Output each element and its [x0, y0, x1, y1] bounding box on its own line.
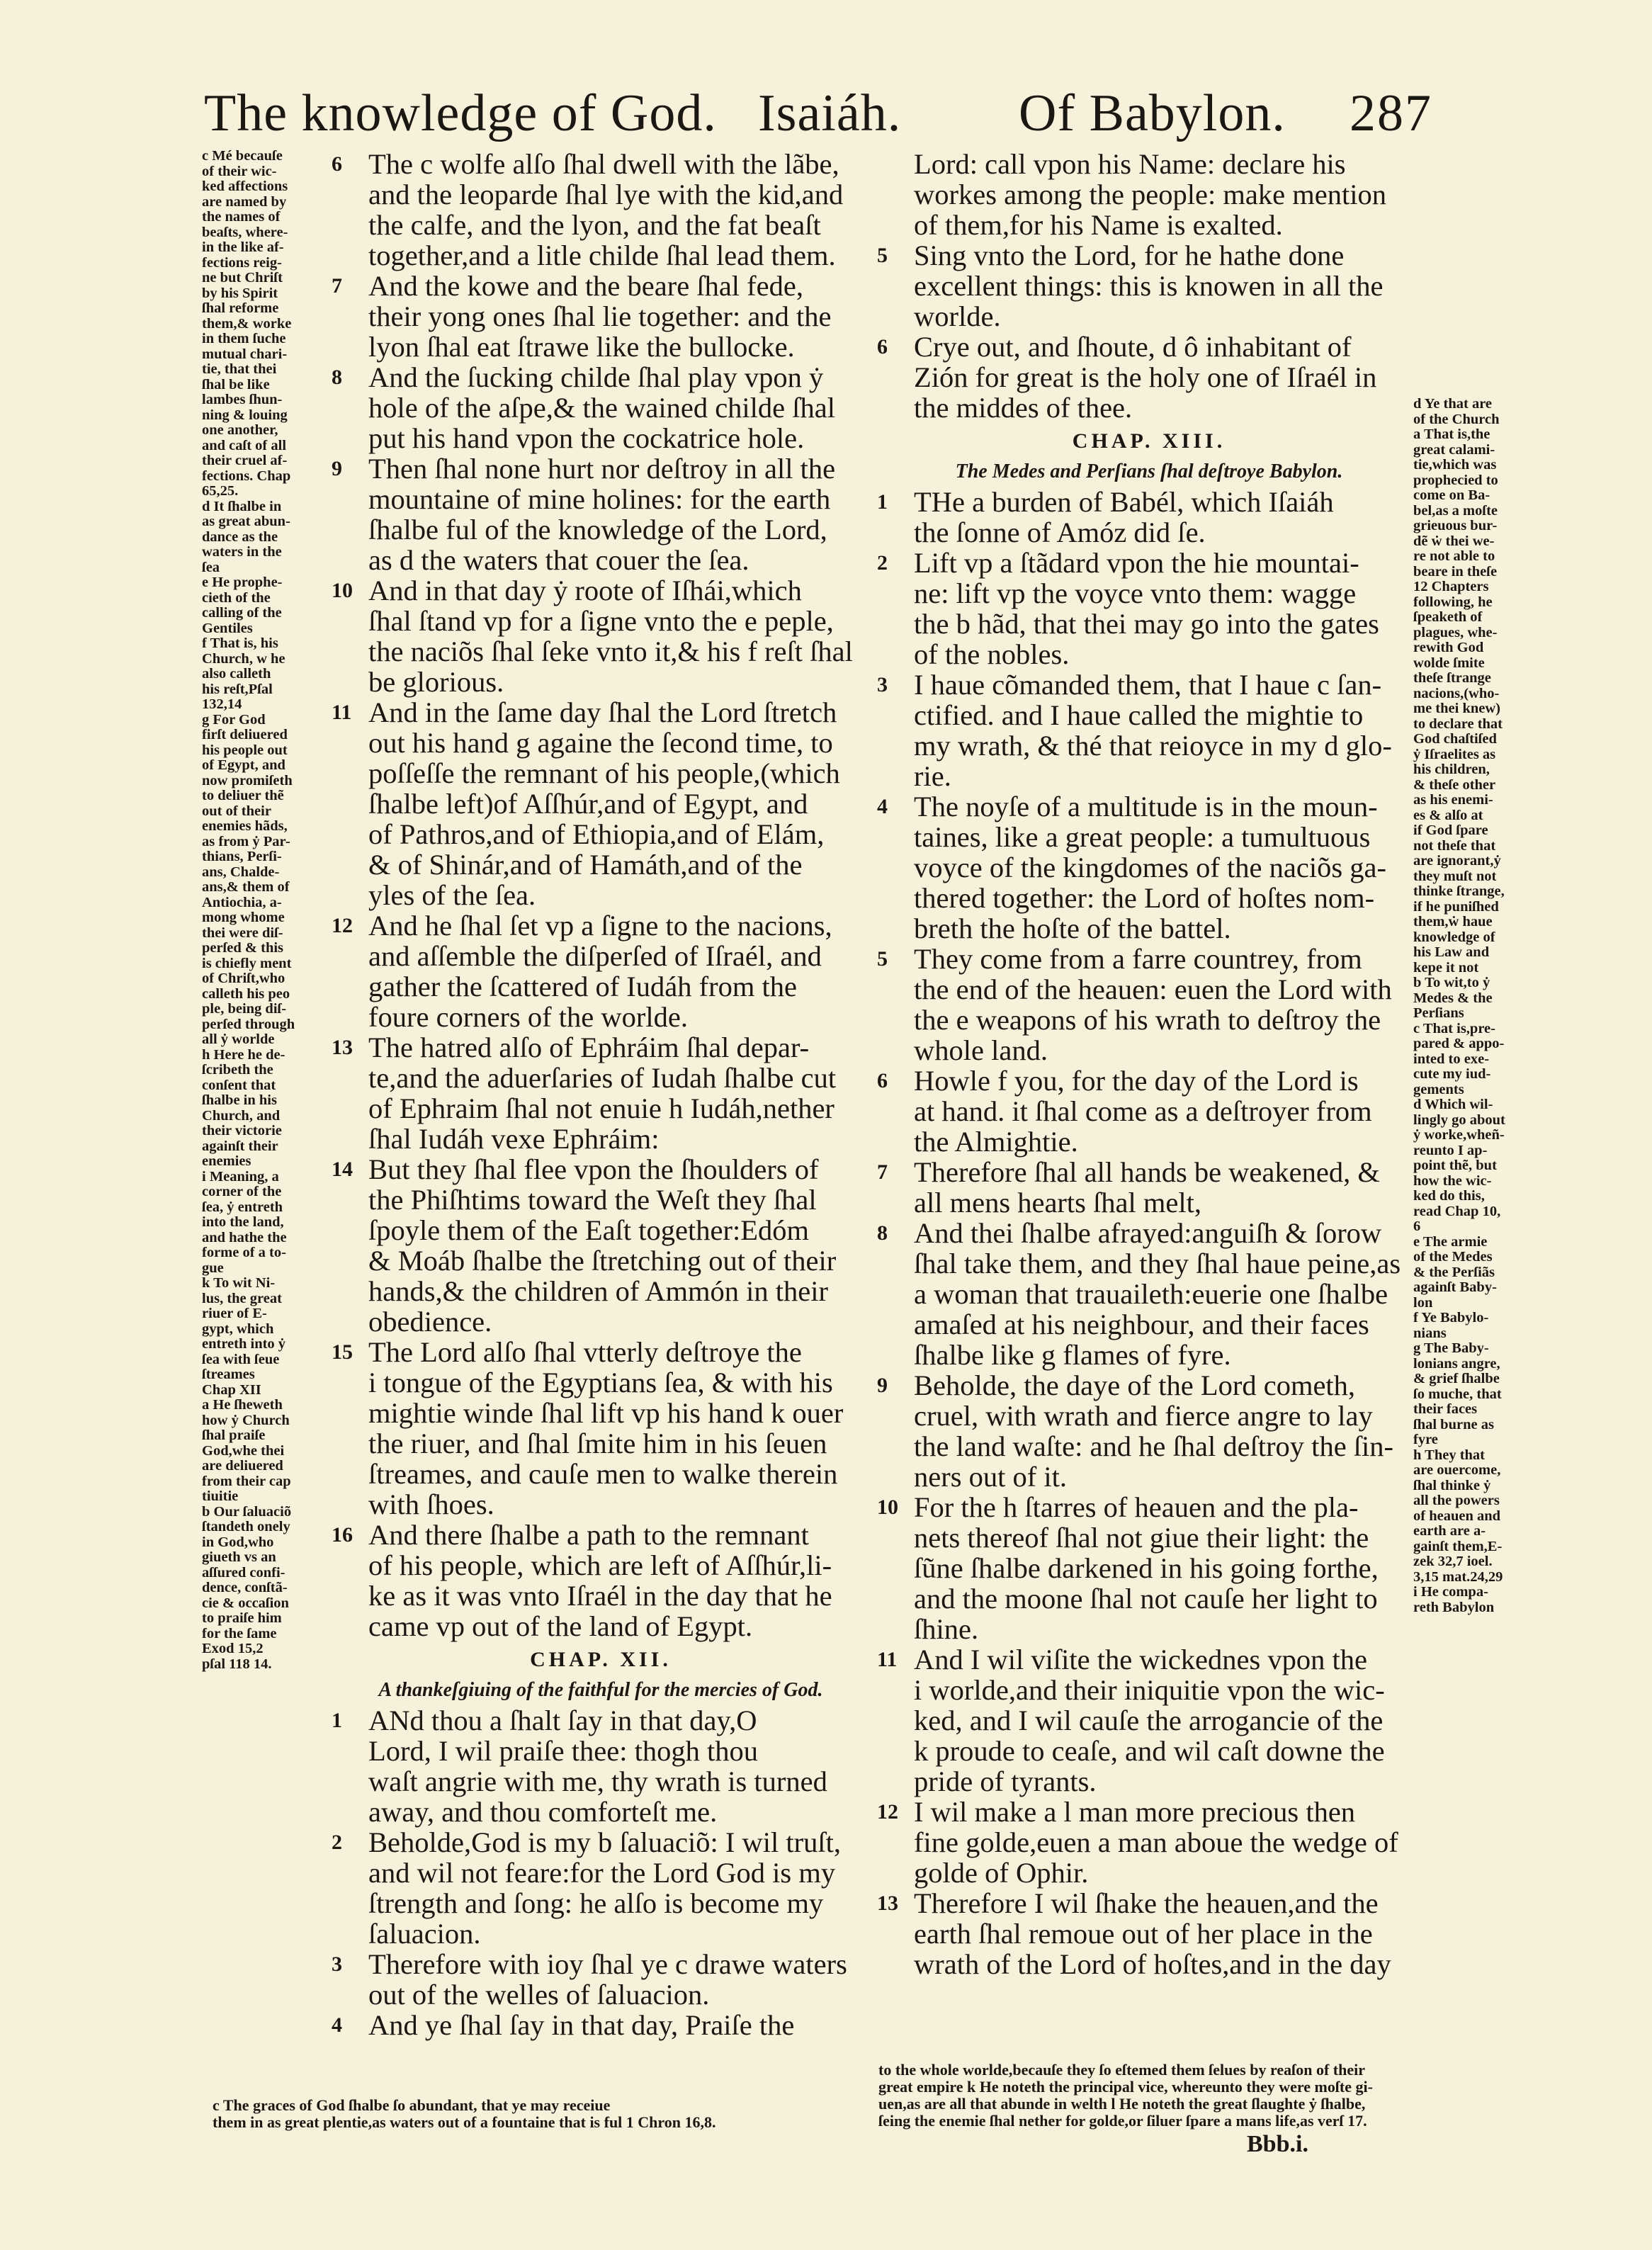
margin-note: h They that are ouercome, ſhal thinke ẏ all the powers of heauen and earth are a- gainſt them,E- zek 32,7 ioel. 3,15 mat.24,29	[1413, 1447, 1503, 1585]
verse	[332, 1154, 870, 1337]
verse-text: Lord: call vpon his Name: declare his workes among the people: make mention of them,for his Name is exalted.	[914, 148, 1386, 241]
left-text-column	[332, 149, 870, 2040]
verse-number: 11	[877, 1648, 898, 1671]
verse-text: Sing vnto the Lord, for he hathe done excellent things: this is knowen in all the worlde.	[914, 239, 1384, 332]
margin-note: k To wit Ni- lus, the great riuer of E- gypt, which entreth into ẏ ſea with ſeue ſtreames	[202, 1275, 286, 1382]
running-head-left: The knowledge of God.	[204, 84, 717, 142]
verse-text: Beholde,God is my b ſaluaciõ: I wil truſt, and wil not feare:for the Lord God is my ſtrength and ſong: he alſo is become my ſaluacion.	[368, 1826, 842, 1950]
verse-text: For the h ſtarres of heauen and the pla- nets thereof ſhal not giue their light: the ſũne ſhalbe darkened in his going forthe, and the moone ſhal not cauſe her light to ſhine.	[914, 1491, 1379, 1645]
verse	[332, 575, 870, 697]
verse	[332, 1337, 870, 1520]
verse-text: Therefore with ioy ſhal ye c drawe waters out of the welles of ſaluacion.	[368, 1948, 847, 2011]
verse	[332, 697, 870, 910]
running-head-right: Of Babylon.	[1019, 84, 1286, 142]
verse-text: And ye ſhal ſay in that day, Praiſe the	[368, 2009, 795, 2041]
verse	[332, 453, 870, 575]
verse	[877, 1888, 1421, 1979]
verse-text: Lift vp a ſtãdard vpon the hie mountai- ne: lift vp the voyce vnto them: wagge the b hãd, that thei may go into the gates of the nobles.	[914, 547, 1379, 670]
verse-text: The c wolfe alſo ſhal dwell with the lãbe, and the leoparde ſhal lye with the kid,and the calfe, and the lyon, and the fat beaſt together,and a litle childe ſhal lead them.	[368, 148, 844, 271]
verse	[332, 1705, 870, 1827]
verse-text: And in that day ẏ roote of Iſhái,which ſhal ſtand vp for a ſigne vnto the e peple, the naciõs ſhal ſeke vnto it,& his f reſt ſhal be glorious.	[368, 575, 853, 698]
margin-note: b Our ſaluaciõ ſtandeth onely in God,who giueth vs an aſſured confi- dence, conſtã- cie & occaſion to praiſe him for the ſame Exod 15,2 pſal 118 14.	[202, 1503, 292, 1672]
signature-mark: Bbb.i.	[1247, 2131, 1308, 2157]
verse	[877, 1218, 1421, 1370]
margin-note: i Meaning, a corner of the ſea, ẏ entreth into the land, and hathe the forme of a to- gue	[202, 1168, 287, 1276]
verse-number: 3	[877, 673, 888, 696]
verse-number: 3	[332, 1952, 342, 1976]
running-head-book: Isaiáh.	[758, 84, 902, 142]
verse-number: 6	[877, 335, 888, 358]
verse	[877, 1492, 1421, 1644]
isaiah-13-verses	[877, 487, 1421, 1979]
verse-number: 8	[332, 366, 342, 389]
margin-note: d Ye that are of the Church	[1413, 396, 1500, 427]
chapter-12-summary: A thankeſgiuing of the faithful for the mercies of God.	[378, 1679, 823, 1701]
margin-note: d Which wil- lingly go about ẏ worke,wheñ- reunto I ap- point thẽ, but how the wic- ked do this, read Chap 10, 6	[1413, 1097, 1505, 1234]
margin-note: a That is,the great calami- tie,which was prophecied to come on Ba- bel,as a moſte grieuous bur- dẽ ẇ thei we- re not able to beare in theſe 12 Chapters following, he ſpeaketh of plagues, whe- rewith God wolde ſmite theſe ſtrange nacions,(who- me thei knew) to declare that God chaſtiſed ẏ Iſraelites as his children, & theſe other as his enemi- es & alſo at if God ſpare not theſe that are ignorant,ẏ they muſt not thinke ſtrange, if he puniſhed them,ẇ haue knowledge of his Law and kepe it not	[1413, 426, 1505, 976]
verse-number: 7	[877, 1160, 888, 1184]
verse	[332, 2010, 870, 2040]
verse	[332, 1949, 870, 2010]
verse-text: Therefore I wil ſhake the heauen,and the earth ſhal remoue out of her place in the wrath of the Lord of hoſtes,and in the day	[914, 1887, 1391, 1980]
verse	[877, 1644, 1421, 1797]
verse-text: Beholde, the daye of the Lord cometh, cruel, with wrath and fierce angre to lay the land waſte: and he ſhal deſtroy the ſin- ners out of it.	[914, 1369, 1394, 1493]
verse-text: The hatred alſo of Ephráim ſhal depar- te,and the aduerſaries of Iudah ſhalbe cut of Ephraim ſhal not enuie h Iudáh,nether ſhal Iudáh vexe Ephráim:	[368, 1031, 837, 1155]
right-text-column	[877, 149, 1421, 1979]
verse	[877, 944, 1421, 1065]
footnote-right: to the whole worlde,becauſe they ſo eſtemed them ſelues by reaſon of their great empire k He noteth the principal vice, whereunto they were moſte gi- uen,as are all that abunde in welth l He noteth the great ſlaughte ẏ ſhalbe, ſeing the enemie ſhal nether for golde,or ſiluer ſpare a mans life,as verſ 17.	[878, 2061, 1373, 2130]
verse	[877, 332, 1421, 423]
margin-note: g For God firſt deliuered his people out of Egypt, and now promiſeth to deliuer thẽ out of their enemies hãds, as from ẏ Par- thians, Perſi- ans, Chalde- ans,& them of Antiochia, a- mong whome thei were diſ- perſed & this is chiefly ment of Chriſt,who calleth his peo ple, being diſ- perſed through all ẏ worlde	[202, 711, 295, 1047]
verse	[332, 149, 870, 271]
margin-note: Chap XII a He ſheweth how ẏ Church ſhal praiſe God,whe thei are deliuered from their cap tiuitie	[202, 1381, 291, 1504]
verse-text: Howle f you, for the day of the Lord is at hand. it ſhal come as a deſtroyer from the Almightie.	[914, 1065, 1372, 1158]
verse	[877, 487, 1421, 548]
margin-note: h Here he de- ſcribeth the conſent that ſhalbe in his Church, and their victorie againſt their enemies	[202, 1046, 285, 1169]
margin-note: d It ſhalbe in as great abun- dance as the waters in the ſea	[202, 498, 290, 575]
verse-number: 13	[877, 1892, 898, 1915]
verse	[877, 548, 1421, 669]
verse	[332, 910, 870, 1032]
verse-number: 16	[332, 1523, 353, 1547]
footnote-left: c The graces of God ſhalbe ſo abundant, that ye may receiue them in as great plentie,as waters out of a fountaine that is ful 1 Chron 16,8.	[213, 2096, 716, 2131]
verse-number: 9	[332, 457, 342, 480]
verse	[877, 1065, 1421, 1157]
isaiah-12-verses	[332, 1705, 870, 2040]
verse-number: 10	[332, 579, 353, 602]
verse-number: 2	[877, 551, 888, 575]
margin-note: f Ye Babylo- nians	[1413, 1310, 1489, 1341]
verse	[877, 669, 1421, 791]
verse-number: 14	[332, 1158, 353, 1181]
verse-number: 4	[332, 2013, 342, 2037]
margin-note: i He compa- reth Babylon	[1413, 1584, 1495, 1615]
isaiah-12-continued	[877, 149, 1421, 423]
verse-number: 1	[332, 1709, 342, 1732]
verse	[332, 1520, 870, 1641]
right-margin-notes	[1413, 397, 1551, 1615]
verse	[877, 240, 1421, 332]
verse-number: 10	[877, 1496, 898, 1519]
verse	[877, 149, 1421, 240]
verse-text: And he ſhal ſet vp a ſigne to the nacions, and aſſemble the diſperſed of Iſraél, and gather the ſcattered of Iudáh from the foure corners of the worlde.	[368, 910, 832, 1033]
verse-text: And the ſucking childe ſhal play vpon ẏ hole of the aſpe,& the wained childe ſhal put his hand vpon the cockatrice hole.	[368, 361, 836, 454]
verse-number: 11	[332, 701, 352, 724]
verse-number: 6	[332, 152, 342, 176]
margin-note: e The armie of the Medes & the Perſiãs againſt Baby- lon	[1413, 1233, 1497, 1311]
verse-number: 6	[877, 1069, 888, 1092]
verse-text: ANd thou a ſhalt ſay in that day,O Lord, I wil praiſe thee: thogh thou waſt angrie with me, thy wrath is turned away, and thou comforteſt me.	[368, 1705, 827, 1828]
verse	[877, 1797, 1421, 1888]
verse-number: 8	[877, 1221, 888, 1245]
chapter-13-summary: The Medes and Perſians ſhal deſtroye Babylon.	[955, 460, 1343, 482]
verse-number: 15	[332, 1340, 353, 1364]
page-number: 287	[1350, 84, 1432, 142]
verse-text: THe a burden of Babél, which Iſaiáh the ſonne of Amóz did ſe.	[914, 486, 1334, 548]
verse-number: 13	[332, 1036, 353, 1059]
verse-text: The noyſe of a multitude is in the moun- taines, like a great people: a tumultuous voyce of the kingdomes of the naciõs ga- thered together: the Lord of hoſtes nom- breth the hoſte of the battel.	[914, 791, 1386, 944]
verse-text: I wil make a l man more precious then fine golde,euen a man aboue the wedge of golde of Ophir.	[914, 1796, 1398, 1889]
margin-note: b To wit,to ẏ Medes & the Perſians	[1413, 975, 1493, 1021]
verse	[877, 791, 1421, 944]
verse	[332, 1827, 870, 1949]
chapter-12-heading: CHAP. XII.	[530, 1648, 672, 1671]
verse	[332, 271, 870, 362]
verse-text: And thei ſhalbe afrayed:anguiſh & ſorow ſhal take them, and they ſhal haue peine,as a woman that trauaileth:euerie one ſhalbe amaſed at his neighbour, and their faces ſhalbe like g flames of fyre.	[914, 1217, 1401, 1371]
verse-text: But they ſhal flee vpon the ſhoulders of the Phiſhtims toward the Weſt they ſhal ſpoyle them of the Eaſt together:Edóm & Moáb ſhalbe the ſtretching out of their hands,& the children of Ammón in their obedience.	[368, 1153, 837, 1338]
verse-number: 1	[877, 490, 888, 514]
verse-number: 9	[877, 1374, 888, 1397]
margin-note: f That is, his Church, w he also calleth his reſt,Pſal 132,14	[202, 635, 285, 712]
margin-note: g The Baby- lonians angre, & grief ſhalbe ſo muche, that their faces ſhal burne as fyre	[1413, 1340, 1502, 1447]
verse-number: 7	[332, 274, 342, 298]
left-margin-notes	[202, 149, 347, 1672]
verse-text: And in the ſame day ſhal the Lord ſtretch out his hand g againe the ſecond time, to poſſeſſe the remnant of his people,(which ſhalbe left)of Aſſhúr,and of Egypt, and of Pathros,and of Ethiopia,and of Elám, & of Shinár,and of Hamáth,and of the yles of the ſea.	[368, 696, 840, 911]
verse-number: 12	[877, 1800, 898, 1824]
verse-text: Therefore ſhal all hands be weakened, & all mens hearts ſhal melt,	[914, 1156, 1380, 1219]
verse-text: The Lord alſo ſhal vtterly deſtroye the i tongue of the Egyptians ſea, & with his mightie winde ſhal lift vp his hand k ouer the riuer, and ſhal ſmite him in his ſeuen ſtreames, and cauſe men to walke therein with ſhoes.	[368, 1336, 844, 1520]
verse	[877, 1370, 1421, 1492]
verse-text: And there ſhalbe a path to the remnant of his people, which are left of Aſſhúr,li- ke as it was vnto Iſraél in the day that he came vp out of the land of Egypt.	[368, 1519, 832, 1642]
verse-number: 12	[332, 914, 353, 937]
verse-text: Crye out, and ſhoute, d ô inhabitant of Zión for great is the holy one of Iſraél in the middes of thee.	[914, 331, 1377, 424]
margin-note: e He prophe- cieth of the calling of the Gentiles	[202, 575, 283, 636]
margin-note: c Mé becauſe of their wic- ked affections are named by the names of beaſts, where- in the like af- fections reig- ne but Chriſt by his Spirit ſhal reforme them,& worke in them ſuche mutual chari- tie, that thei ſhal be like lambes ſhun- ning & louing one another, and caſt of all their cruel af- fections. Chap 65,25.	[202, 148, 292, 499]
verse	[332, 1032, 870, 1154]
verse-text: I haue cõmanded them, that I haue c ſan- ctified. and I haue called the mightie to my wrath, & thé that reioyce in my d glo- rie.	[914, 669, 1392, 792]
verse-text: They come from a farre countrey, from the end of the heauen: euen the Lord with the e weapons of his wrath to deſtroy the whole land.	[914, 943, 1392, 1066]
margin-note: c That is,pre- pared & appo- inted to exe- cute my iud- gements	[1413, 1020, 1505, 1097]
verse-number: 5	[877, 244, 888, 267]
verse-text: Then ſhal none hurt nor deſtroy in all the mountaine of mine holines: for the earth ſhalbe ful of the knowledge of the Lord, as d the waters that couer the ſea.	[368, 453, 836, 576]
verse	[877, 1157, 1421, 1218]
verse-number: 4	[877, 795, 888, 818]
verse-text: And I wil viſite the wickednes vpon the i worlde,and their iniquitie vpon the wic- ked, and I wil cauſe the arrogancie of the k proude to ceaſe, and wil caſt downe the pride of tyrants.	[914, 1644, 1385, 1797]
verse	[332, 362, 870, 453]
verse-text: And the kowe and the beare ſhal fede, their yong ones ſhal lie together: and the lyon ſhal eat ſtrawe like the bullocke.	[368, 270, 832, 363]
isaiah-11-verses	[332, 149, 870, 1641]
verse-number: 2	[332, 1831, 342, 1854]
verse-number: 5	[877, 947, 888, 971]
chapter-13-heading: CHAP. XIII.	[1072, 429, 1226, 453]
